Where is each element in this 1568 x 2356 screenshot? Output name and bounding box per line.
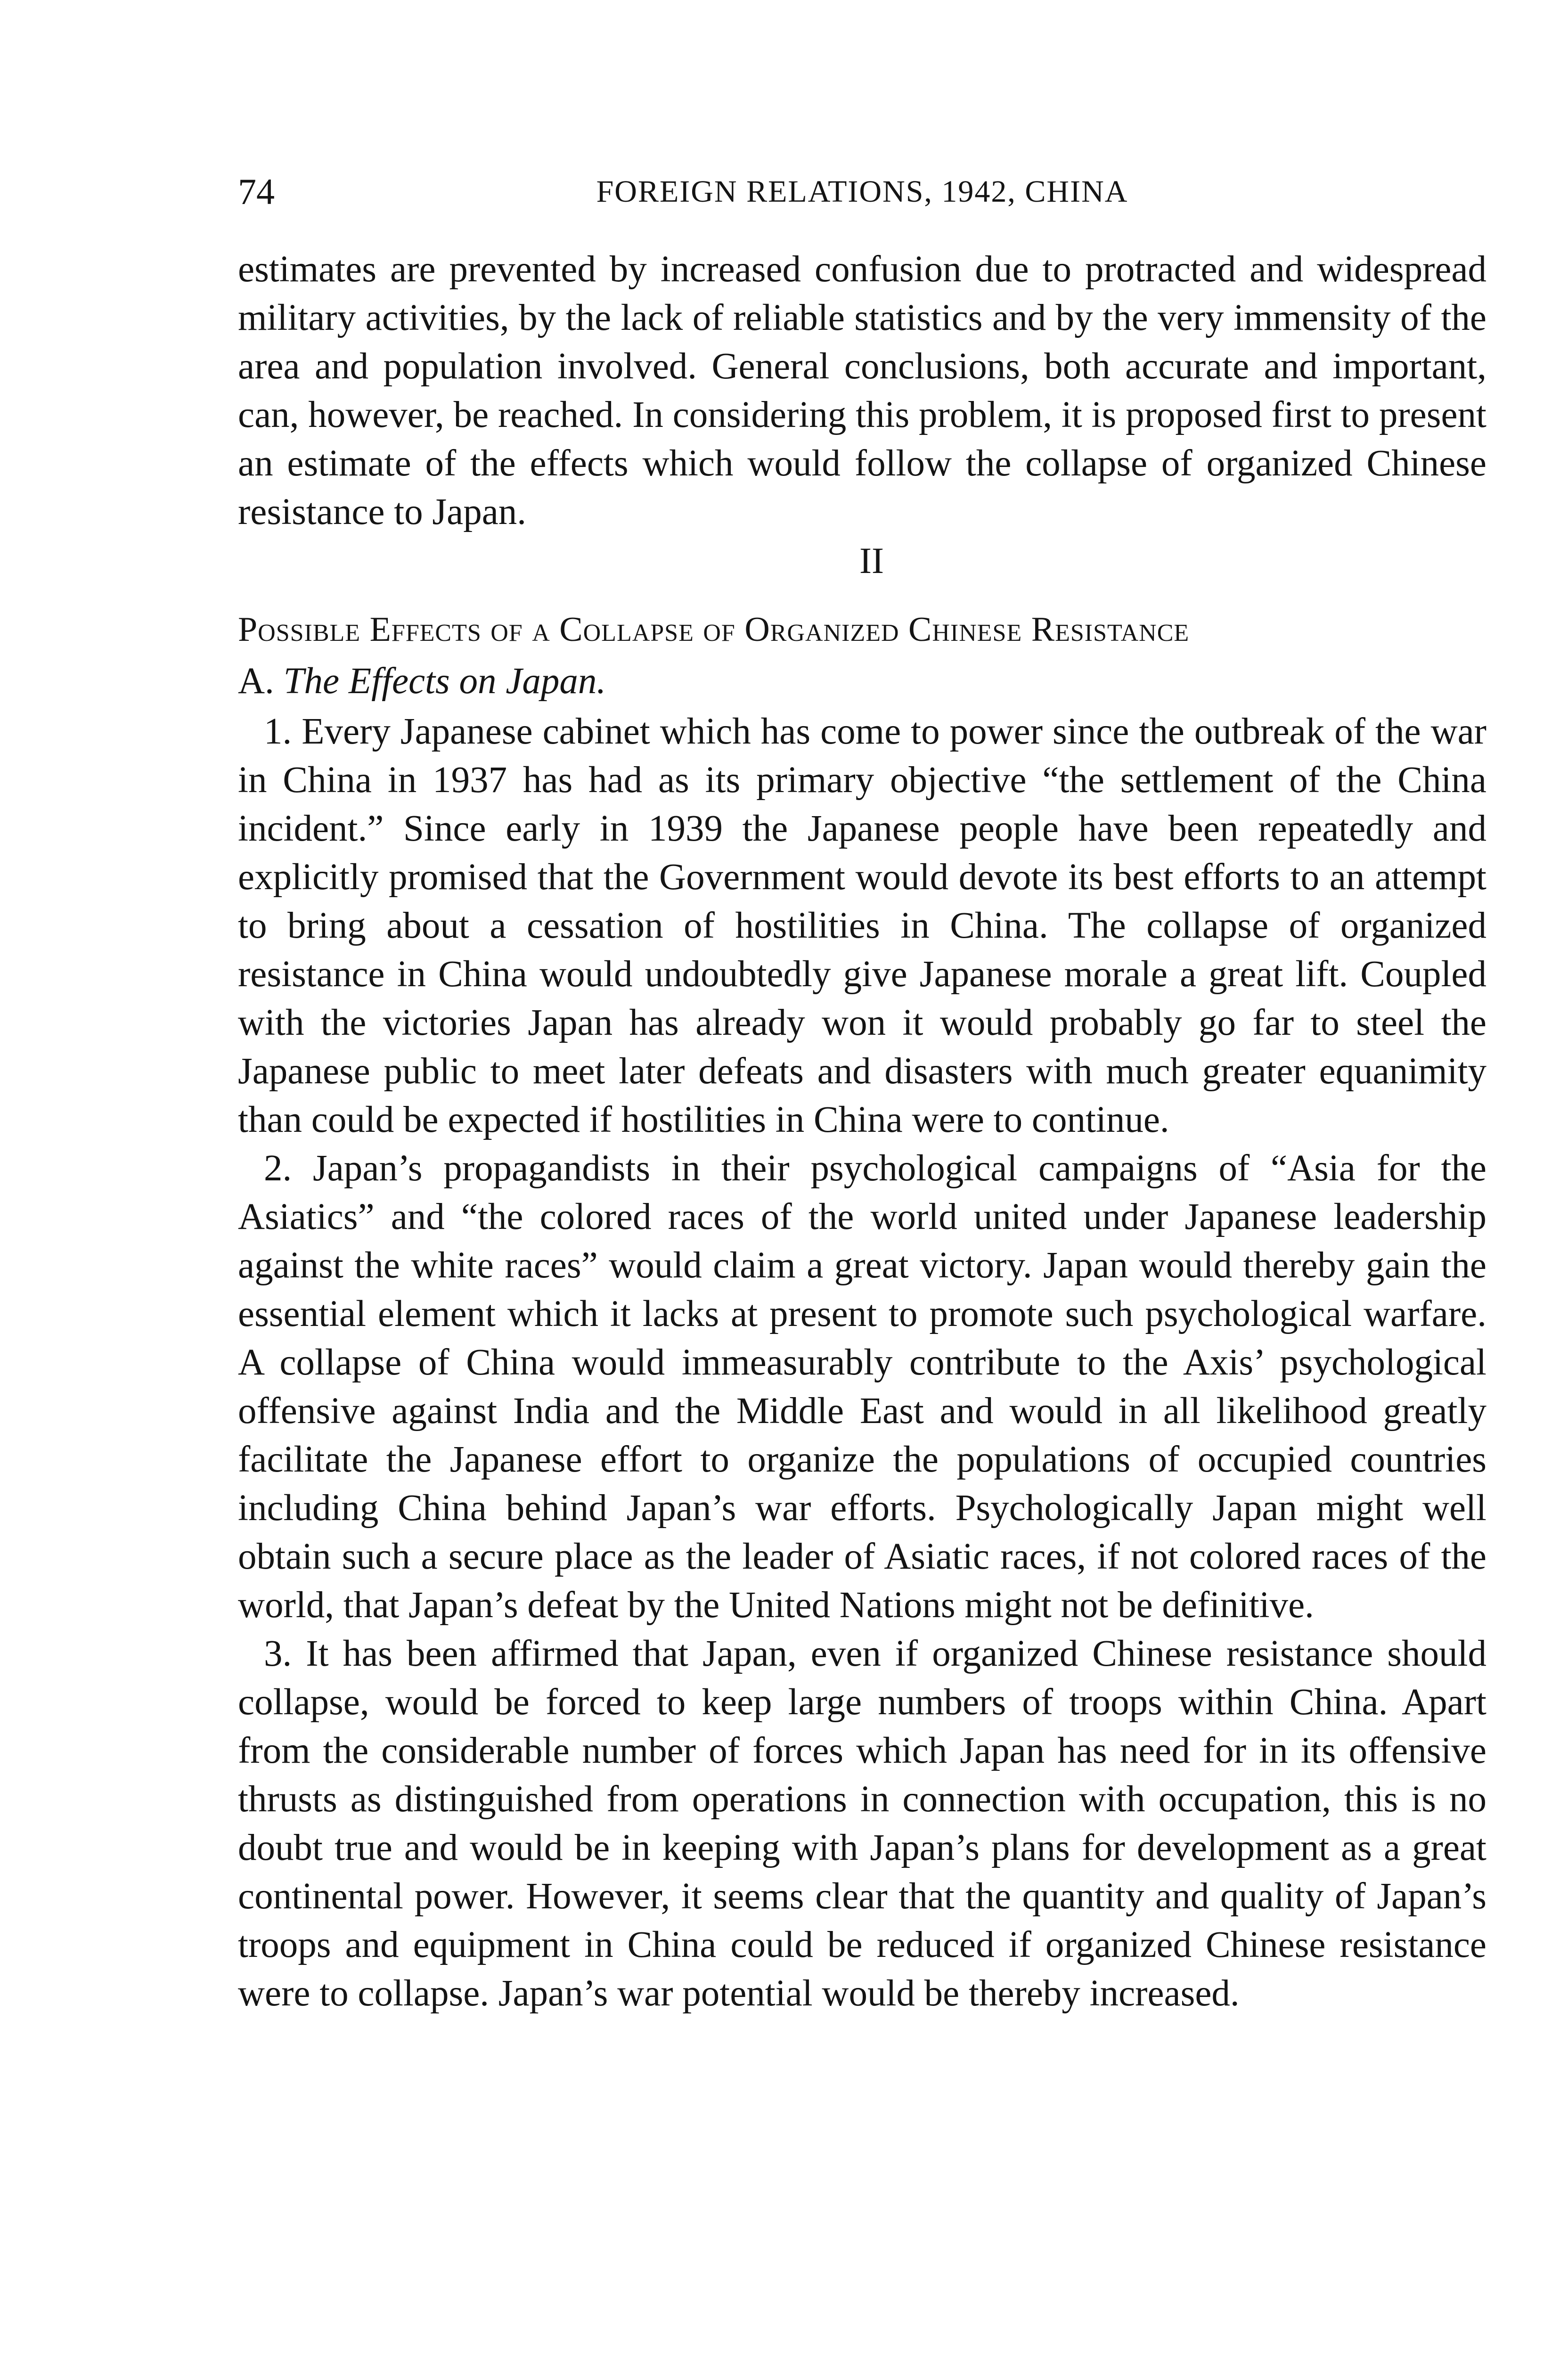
running-title: FOREIGN RELATIONS, 1942, CHINA [596, 174, 1128, 209]
subsection-title: The Effects on Japan. [283, 661, 606, 702]
subsection-heading [238, 655, 1486, 707]
intro-paragraph: estimates are prevented by increased confusion due to protracted and widespread military activities, by the lack of reliable statistics and by the very immensity of the area and population involved. General conclusions, both accurate and important, can, however, be reached. In considering this problem, it is proposed first to present an estimate of the effects which would follow the collapse of organized Chinese resistance to Japan. [238, 249, 1486, 532]
page-number: 74 [238, 171, 275, 212]
running-head [238, 166, 1486, 218]
paragraph-2: 2. Japan’s propagandists in their psychological campaigns of “Asia for the Asiatics” and “the colored races of the world united under Japanese leadership against the white races” would claim a great victory. Japan would thereby gain the essential element which it lacks at present to promote such psychological warfare. A collapse of China would immeasurably contribute to the Axis’ psychological offensive against India and the Middle East and would in all likelihood greatly facilitate the Japanese effort to organize the populations of occupied countries including China behind Japan’s war efforts. Psychologically Japan might well obtain such a secure place as the leader of Asiatic races, if not colored races of the world, that Japan’s defeat by the United Nations might not be definitive. [238, 1148, 1486, 1626]
section-number: II [859, 540, 884, 581]
paragraph-3: 3. It has been affirmed that Japan, even if organized Chinese resistance should collapse, would be forced to keep large numbers of troops within China. Apart from the considerable number of forces which Japan has need for in its offensive thrusts as distinguished from operations in connection with occupation, this is no doubt true and would be in keeping with Japan’s plans for development as a great continental power. However, it seems clear that the quantity and quality of Japan’s troops and equipment in China could be reduced if organized Chinese resistance were to collapse. Japan’s war potential would be thereby increased. [238, 1633, 1486, 2014]
paragraph-1: 1. Every Japanese cabinet which has come to power since the outbreak of the war in China in 1937 has had as its primary objective “the settlement of the China incident.” Since early in 1939 the Japanese people have been repeatedly and explicitly promised that the Government would devote its best efforts to an attempt to bring about a cessation of hostilities in China. The collapse of organized resistance in China would undoubtedly give Japanese morale a great lift. Coupled with the victories Japan has already won it would probably go far to steel the Japanese public to meet later defeats and disasters with much greater equanimity than could be expected if hostilities in China were to continue. [238, 711, 1486, 1140]
subsection-letter: A. [238, 661, 274, 702]
section-heading: Possible Effects of a Collapse of Organized Chinese Resistance [238, 610, 1190, 649]
body-text [238, 245, 1486, 2018]
